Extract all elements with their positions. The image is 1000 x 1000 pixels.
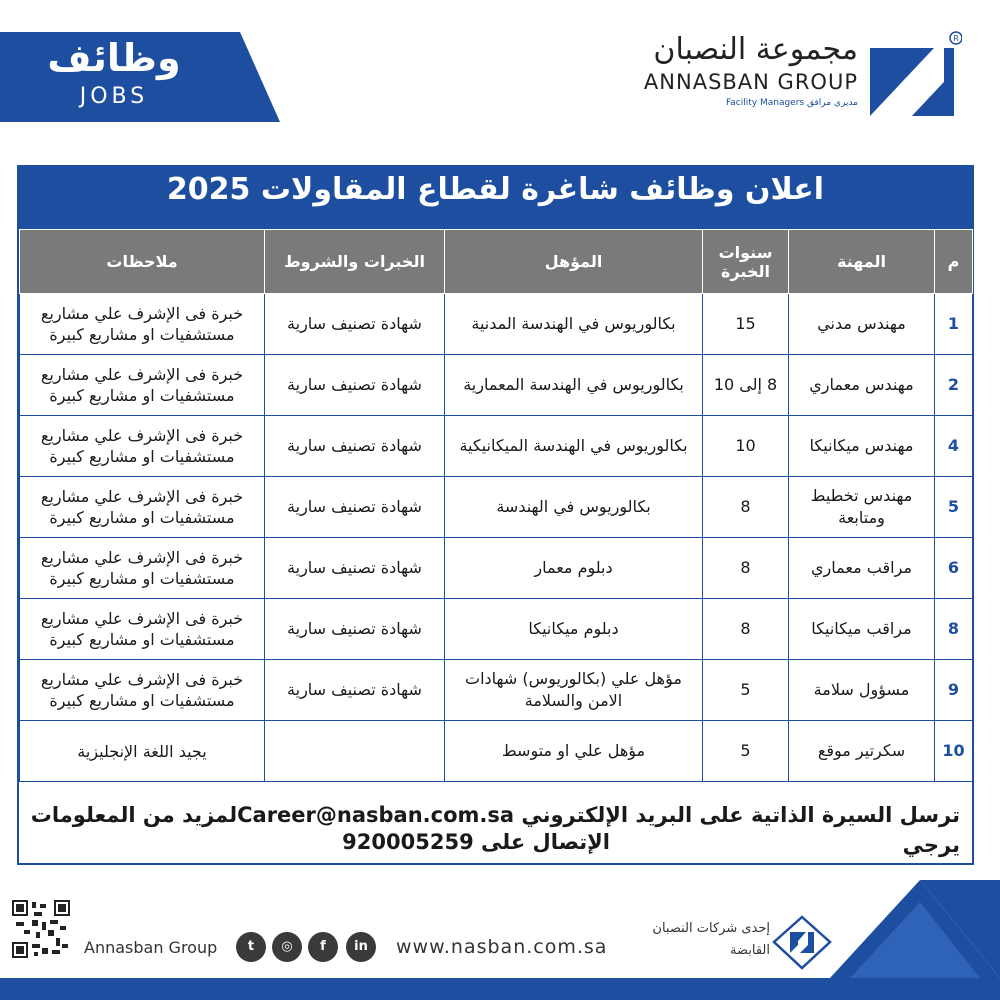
cell-notes: خبرة فى الإشرف علي مشاريع مستشفيات او مشاريع كبيرة [20, 538, 265, 599]
cell-qualification: بكالوريوس في الهندسة [445, 477, 703, 538]
table-row [20, 355, 973, 416]
cell-qualification: بكالوريوس في الهندسة الميكانيكية [445, 416, 703, 477]
header-notes: ملاحظات [20, 230, 265, 294]
cell-notes: خبرة فى الإشرف علي مشاريع مستشفيات او مشاريع كبيرة [20, 660, 265, 721]
cell-m: 10 [935, 721, 973, 782]
cell-m: 8 [935, 599, 973, 660]
contact-phone: الإتصال على 920005259 [342, 830, 610, 854]
cell-conditions: شهادة تصنيف سارية [265, 416, 445, 477]
cell-conditions: شهادة تصنيف سارية [265, 538, 445, 599]
cell-qualification: دبلوم ميكانيكا [445, 599, 703, 660]
cell-job: مهندس تخطيط ومتابعة [789, 477, 935, 538]
instagram-icon[interactable]: ◎ [272, 932, 302, 962]
cell-conditions [265, 721, 445, 782]
cell-years: 8 [703, 599, 789, 660]
svg-text:R: R [953, 34, 959, 43]
cell-notes: خبرة فى الإشرف علي مشاريع مستشفيات او مشاريع كبيرة [20, 477, 265, 538]
cell-qualification: بكالوريوس في الهندسة المعمارية [445, 355, 703, 416]
jobs-table [19, 229, 973, 782]
cell-notes: خبرة فى الإشرف علي مشاريع مستشفيات او مشاريع كبيرة [20, 355, 265, 416]
holding-company-text: إحدى شركات النصبان القابضة [652, 921, 770, 958]
cell-conditions: شهادة تصنيف سارية [265, 294, 445, 355]
header-m: م [935, 230, 973, 294]
table-row [20, 599, 973, 660]
qr-code-icon[interactable] [12, 900, 70, 958]
cell-job: مراقب معماري [789, 538, 935, 599]
cell-conditions: شهادة تصنيف سارية [265, 660, 445, 721]
cell-years: 5 [703, 660, 789, 721]
cv-instructions: ترسل السيرة الذاتية على البريد الإلكتروني Career@nasban.com.saلمزيد من المعلومات يرجي [30, 803, 960, 857]
cell-job: سكرتير موقع [789, 721, 935, 782]
header-conditions: الخبرات والشروط [265, 230, 445, 294]
decorative-triangles [830, 880, 1000, 978]
table-row [20, 477, 973, 538]
cell-years: 5 [703, 721, 789, 782]
cell-notes: خبرة فى الإشرف علي مشاريع مستشفيات او مشاريع كبيرة [20, 599, 265, 660]
table-row [20, 294, 973, 355]
table-header-row [20, 230, 973, 294]
logo-tagline: Facility Managers مديري مرافق [725, 98, 858, 108]
cell-job: مهندس ميكانيكا [789, 416, 935, 477]
cell-job: مهندس معماري [789, 355, 935, 416]
cell-qualification: بكالوريوس في الهندسة المدنية [445, 294, 703, 355]
cell-m: 6 [935, 538, 973, 599]
website-link[interactable]: www.nasban.com.sa [396, 936, 608, 958]
logo-name-en: ANNASBAN GROUP [643, 70, 858, 94]
cell-qualification: دبلوم معمار [445, 538, 703, 599]
cell-years: 10 [703, 416, 789, 477]
cell-m: 1 [935, 294, 973, 355]
jobs-title-en: JOBS [79, 84, 149, 109]
table-row [20, 721, 973, 782]
cell-years: 15 [703, 294, 789, 355]
cell-notes: خبرة فى الإشرف علي مشاريع مستشفيات او مشاريع كبيرة [20, 294, 265, 355]
cell-qualification: مؤهل علي (بكالوريوس) شهادات الامن والسلامة [445, 660, 703, 721]
facebook-icon[interactable]: f [308, 932, 338, 962]
cell-notes: خبرة فى الإشرف علي مشاريع مستشفيات او مشاريع كبيرة [20, 416, 265, 477]
cell-m: 9 [935, 660, 973, 721]
cell-m: 5 [935, 477, 973, 538]
cell-years: 8 [703, 538, 789, 599]
linkedin-icon[interactable]: in [346, 932, 376, 962]
footer-brand: Annasban Group [84, 938, 218, 957]
announcement-title: اعلان وظائف شاغرة لقطاع المقاولات 2025 [166, 172, 825, 207]
cell-job: مسؤول سلامة [789, 660, 935, 721]
twitter-icon[interactable]: t [236, 932, 266, 962]
cell-conditions: شهادة تصنيف سارية [265, 599, 445, 660]
header-qualification: المؤهل [445, 230, 703, 294]
cell-years: 8 إلى 10 [703, 355, 789, 416]
logo-name-ar: مجموعة النصبان [653, 32, 858, 67]
jobs-title-ar: وظائف [47, 36, 181, 80]
footer-bar [0, 978, 1000, 1000]
cell-m: 4 [935, 416, 973, 477]
header-years: سنوات الخبرة [703, 230, 789, 294]
cell-conditions: شهادة تصنيف سارية [265, 355, 445, 416]
cell-m: 2 [935, 355, 973, 416]
cell-notes: يجيد اللغة الإنجليزية [20, 721, 265, 782]
cell-conditions: شهادة تصنيف سارية [265, 477, 445, 538]
table-row [20, 416, 973, 477]
cell-job: مهندس مدني [789, 294, 935, 355]
holding-logo-icon [772, 915, 832, 970]
table-row [20, 538, 973, 599]
cell-job: مراقب ميكانيكا [789, 599, 935, 660]
annasban-logo-icon [862, 30, 962, 120]
cell-qualification: مؤهل علي او متوسط [445, 721, 703, 782]
cell-years: 8 [703, 477, 789, 538]
header-job: المهنة [789, 230, 935, 294]
table-row [20, 660, 973, 721]
